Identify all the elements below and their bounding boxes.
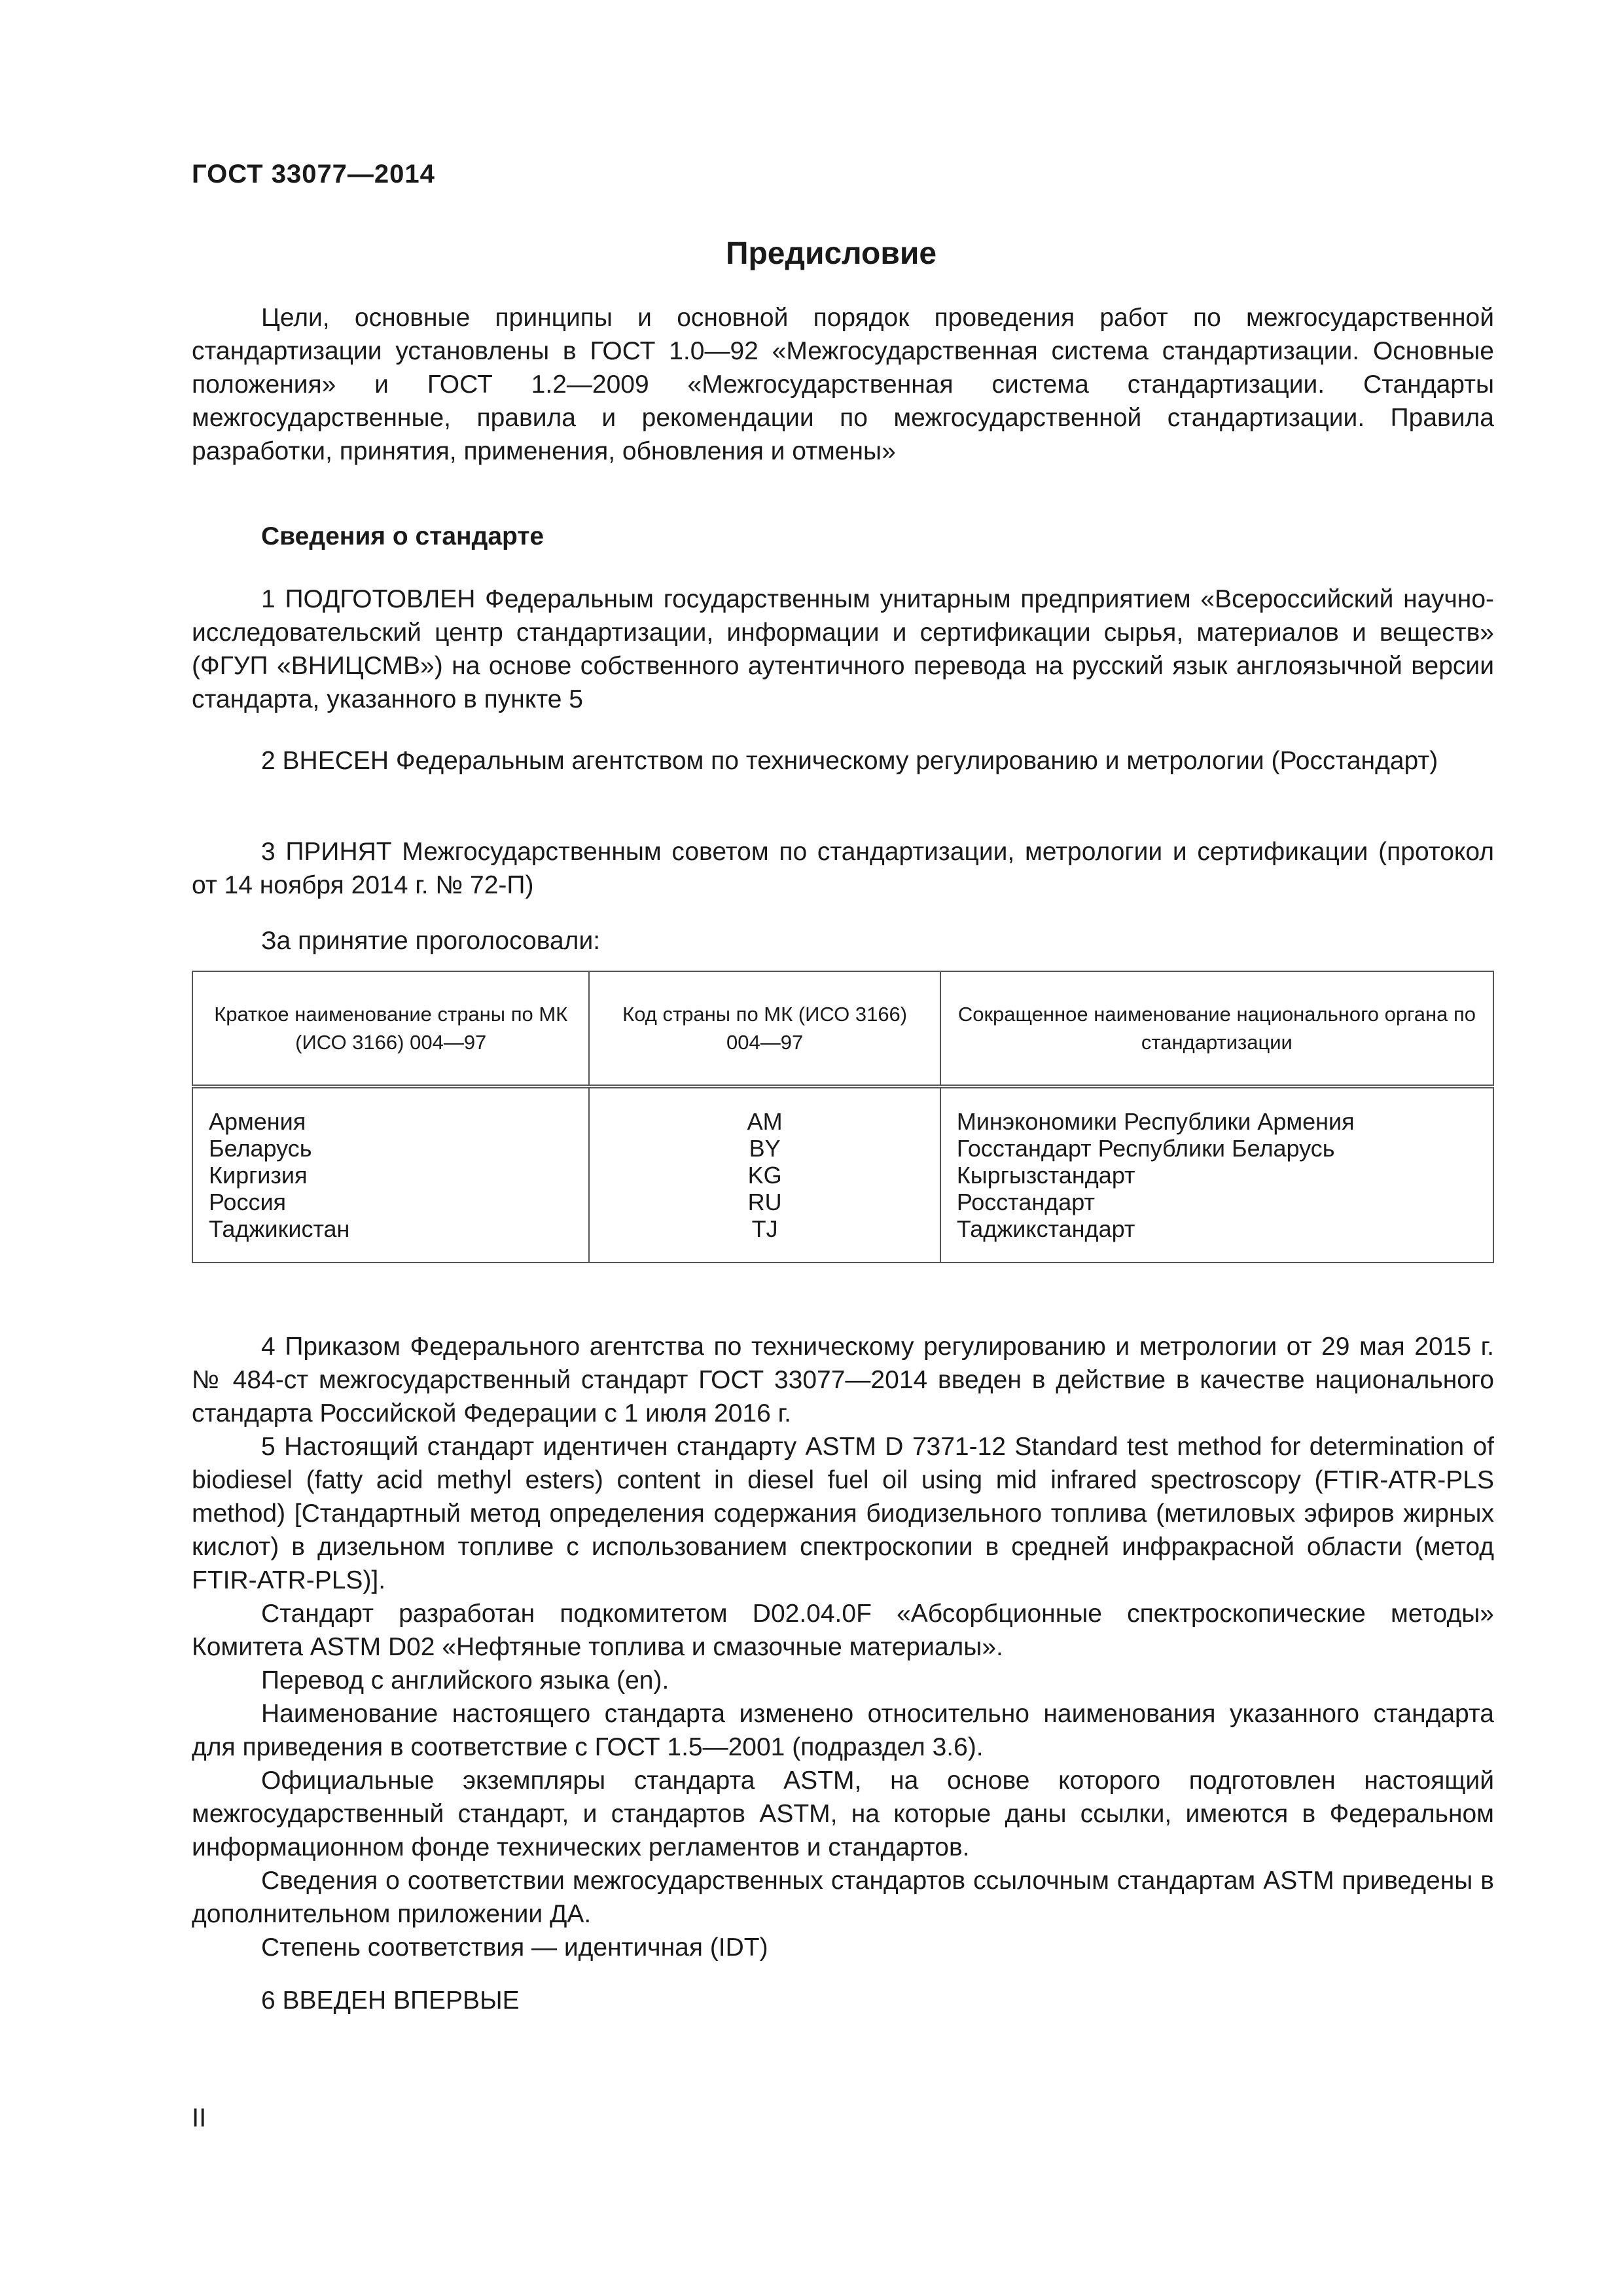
national-body: Минэкономики Республики Армения	[956, 1108, 1355, 1135]
page-number: II	[192, 2104, 207, 2132]
members-table	[192, 971, 1494, 1263]
item-3-paragraph: 3 ПРИНЯТ Межгосударственным советом по стандартизации, метрологии и сертификации (протокол от 14 ноября 2014 г. № 72-П)	[192, 838, 1494, 899]
item-5-degree: Степень соответствия — идентичная (IDT)	[261, 1933, 768, 1962]
country-code: KG	[747, 1162, 782, 1189]
header-national-body: Сокращенное наименование национального органа по стандартизации	[940, 971, 1493, 1086]
country-name: Киргизия	[209, 1162, 308, 1189]
national-body: Росстандарт	[956, 1189, 1096, 1215]
country-code: RU	[747, 1189, 782, 1215]
item-5-paragraph: 5 Настоящий стандарт идентичен стандарту ASTM D 7371-12 Standard test method for determination of biodiesel (fatty acid methyl esters) content in diesel fuel oil using mid infrared spectroscopy (FTIR-ATR-PLS method) [Стандартный метод определения содержания биодизельного топлива (метиловых эфиров жирных кислот) в дизельном топливе с использованием спектроскопии в средней инфракрасной области (метод FTIR-ATR-PLS)].	[192, 1433, 1494, 1594]
header-code: Код страны по МК (ИСО 3166) 004—97	[589, 971, 940, 1086]
item-5-translation: Перевод с английского языка (en).	[261, 1666, 669, 1695]
table-header-row	[192, 971, 1493, 1086]
item-5-official: Официальные экземпляры стандарта ASTM, на основе которого подготовлен настоящий межгосударственный стандарт, и стандартов ASTM, на которые даны ссылки, имеются в Федеральном информационном фонде технических регламентов и стандартов.	[192, 1767, 1494, 1861]
item-2-block	[192, 744, 1494, 778]
item-3-block	[192, 835, 1494, 902]
items-4-6-block	[192, 1330, 1494, 2017]
item-6-paragraph: 6 ВВЕДЕН ВПЕРВЫЕ	[261, 1986, 520, 2015]
foreword-block	[192, 301, 1494, 468]
national-body: Госстандарт Республики Беларусь	[956, 1135, 1335, 1162]
national-body: Таджикстандарт	[956, 1215, 1135, 1242]
item-5-name-change: Наименование настоящего стандарта изменено относительно наименования указанного стандарта для приведения в соответствие с ГОСТ 1.5—2001 (подраздел 3.6).	[192, 1700, 1494, 1761]
country-name: Беларусь	[209, 1135, 312, 1162]
standard-header: ГОСТ 33077—2014	[192, 160, 435, 188]
country-name: Армения	[209, 1108, 306, 1135]
foreword-paragraph: Цели, основные принципы и основной порядок проведения работ по межгосударственной стандартизации установлены в ГОСТ 1.0—92 «Межгосударственная система стандартизации. Основные положения» и ГОСТ 1.2—2009 «Межгосударственная система стандартизации. Стандарты межгосударственные, правила и рекомендации по межгосударственной стандартизации. Правила разработки, принятия, применения, обновления и отмены»	[192, 304, 1494, 465]
about-heading: Сведения о стандарте	[261, 522, 544, 550]
item-1-block	[192, 583, 1494, 716]
table-row	[192, 1086, 1493, 1263]
national-body-cell	[940, 1086, 1493, 1263]
header-country: Краткое наименование страны по МК (ИСО 3166) 004—97	[192, 971, 589, 1086]
country-code: AM	[747, 1108, 783, 1135]
votes-label: За принятие проголосовали:	[261, 927, 601, 955]
country-cell	[192, 1086, 589, 1263]
country-name: Россия	[209, 1189, 287, 1215]
item-4-paragraph: 4 Приказом Федерального агентства по техническому регулированию и метрологии от 29 мая 2015 г. № 484-ст межгосударственный стандарт ГОСТ 33077—2014 введен в действие в качестве национального стандарта Российской Федерации с 1 июля 2016 г.	[192, 1333, 1494, 1427]
code-cell	[589, 1086, 940, 1263]
item-2-paragraph: 2 ВНЕСЕН Федеральным агентством по техническому регулированию и метрологии (Росстандарт)	[261, 747, 1438, 775]
item-1-paragraph: 1 ПОДГОТОВЛЕН Федеральным государственным унитарным предприятием «Всероссийский научно-исследовательский центр стандартизации, информации и сертификации сырья, материалов и веществ» (ФГУП «ВНИЦСМВ») на основе собственного аутентичного перевода на русский язык англоязычной версии стандарта, указанного в пункте 5	[192, 585, 1494, 713]
national-body: Кыргызстандарт	[956, 1162, 1135, 1189]
item-5-correspondence: Сведения о соответствии межгосударственных стандартов ссылочным стандартам ASTM приведены в дополнительном приложении ДА.	[192, 1867, 1494, 1928]
page-title: Предисловие	[725, 236, 937, 271]
item-5-committee: Стандарт разработан подкомитетом D02.04.0F «Абсорбционные спектроскопические методы» Комитета ASTM D02 «Нефтяные топлива и смазочные материалы».	[192, 1600, 1494, 1661]
country-name: Таджикистан	[209, 1215, 350, 1242]
country-code: BY	[749, 1135, 781, 1162]
country-code: TJ	[751, 1215, 778, 1242]
